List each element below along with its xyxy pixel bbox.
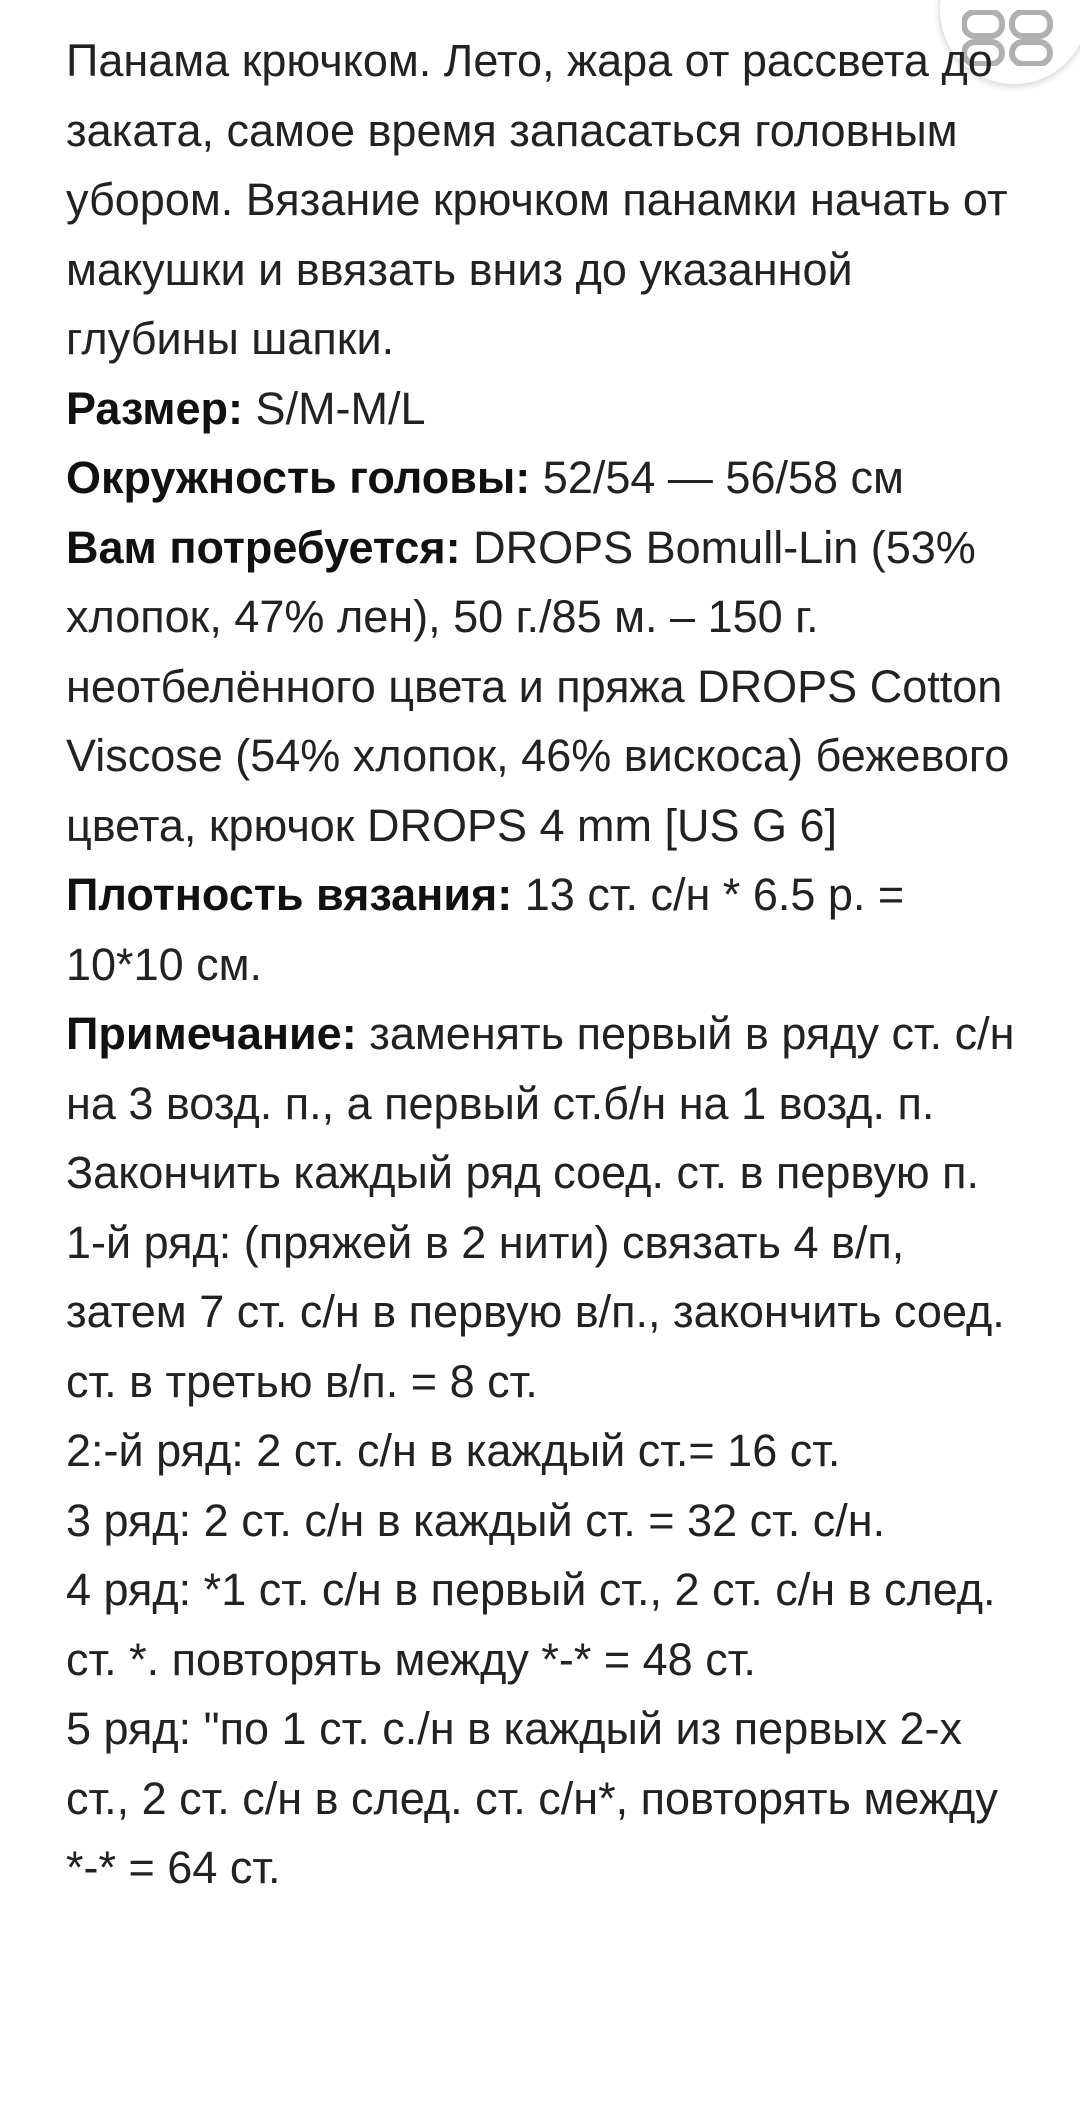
finish-row-line: Закончить каждый ряд соед. ст. в первую п.: [66, 1147, 979, 1198]
row-3-line: 3 ряд: 2 ст. с/н в каждый ст. = 32 ст. с/н.: [66, 1494, 886, 1546]
size-line: [66, 374, 1026, 444]
head-circumference-line: [66, 443, 1026, 513]
note-line: [66, 999, 1026, 1138]
head-circumference-label: Окружность головы:: [66, 452, 531, 503]
gauge-line: [66, 860, 1026, 999]
note-value: заменять первый в ряду ст. с/н на 3 возд. п., а первый ст.б/н на 1 возд. п.: [66, 1008, 1015, 1129]
gauge-value: 13 ст. с/н * 6.5 р. = 10*10 см.: [66, 869, 905, 990]
article-body: [66, 26, 1026, 1903]
size-value: S/M-M/L: [243, 382, 426, 434]
row-5-line: 5 ряд: "по 1 ст. с./н в каждый из первых 2-х ст., 2 ст. с/н в след. ст. с/н*, повторять между *-* = 64 ст.: [66, 1703, 998, 1893]
materials-label: Вам потребуется:: [66, 521, 461, 573]
intro-paragraph: Панама крючком. Лето, жара от рассвета до заката, самое время запасаться головным убором. Вязание крючком панамки начать от макушки и ввязать вниз до указанной глубины шапки.: [66, 35, 1008, 364]
head-circumference-value: 52/54 — 56/58 см: [530, 452, 904, 503]
materials-line: [66, 513, 1026, 861]
materials-value: DROPS Bomull-Lin (53% хлопок, 47% лен), 50 г./85 м. – 150 г. неотбелённого цвета и пряжа DROPS Cotton Viscose (54% хлопок, 46% вискоса) бежевого цвета, крючок DROPS 4 mm [US G 6]: [66, 521, 1010, 851]
row-1-line: 1-й ряд: (пряжей в 2 нити) связать 4 в/п, затем 7 ст. с/н в первую в/п., закончить соед. ст. в третью в/п. = 8 ст.: [66, 1216, 1005, 1407]
row-4-line: 4 ряд: *1 ст. с/н в первый ст., 2 ст. с/н в след. ст. *. повторять между *-* = 48 ст.: [66, 1564, 996, 1685]
row-2-line: 2:-й ряд: 2 ст. с/н в каждый ст.= 16 ст.: [66, 1425, 841, 1476]
gauge-label: Плотность вязания:: [66, 869, 513, 920]
size-label: Размер:: [66, 382, 244, 434]
note-label: Примечание:: [66, 1008, 357, 1059]
